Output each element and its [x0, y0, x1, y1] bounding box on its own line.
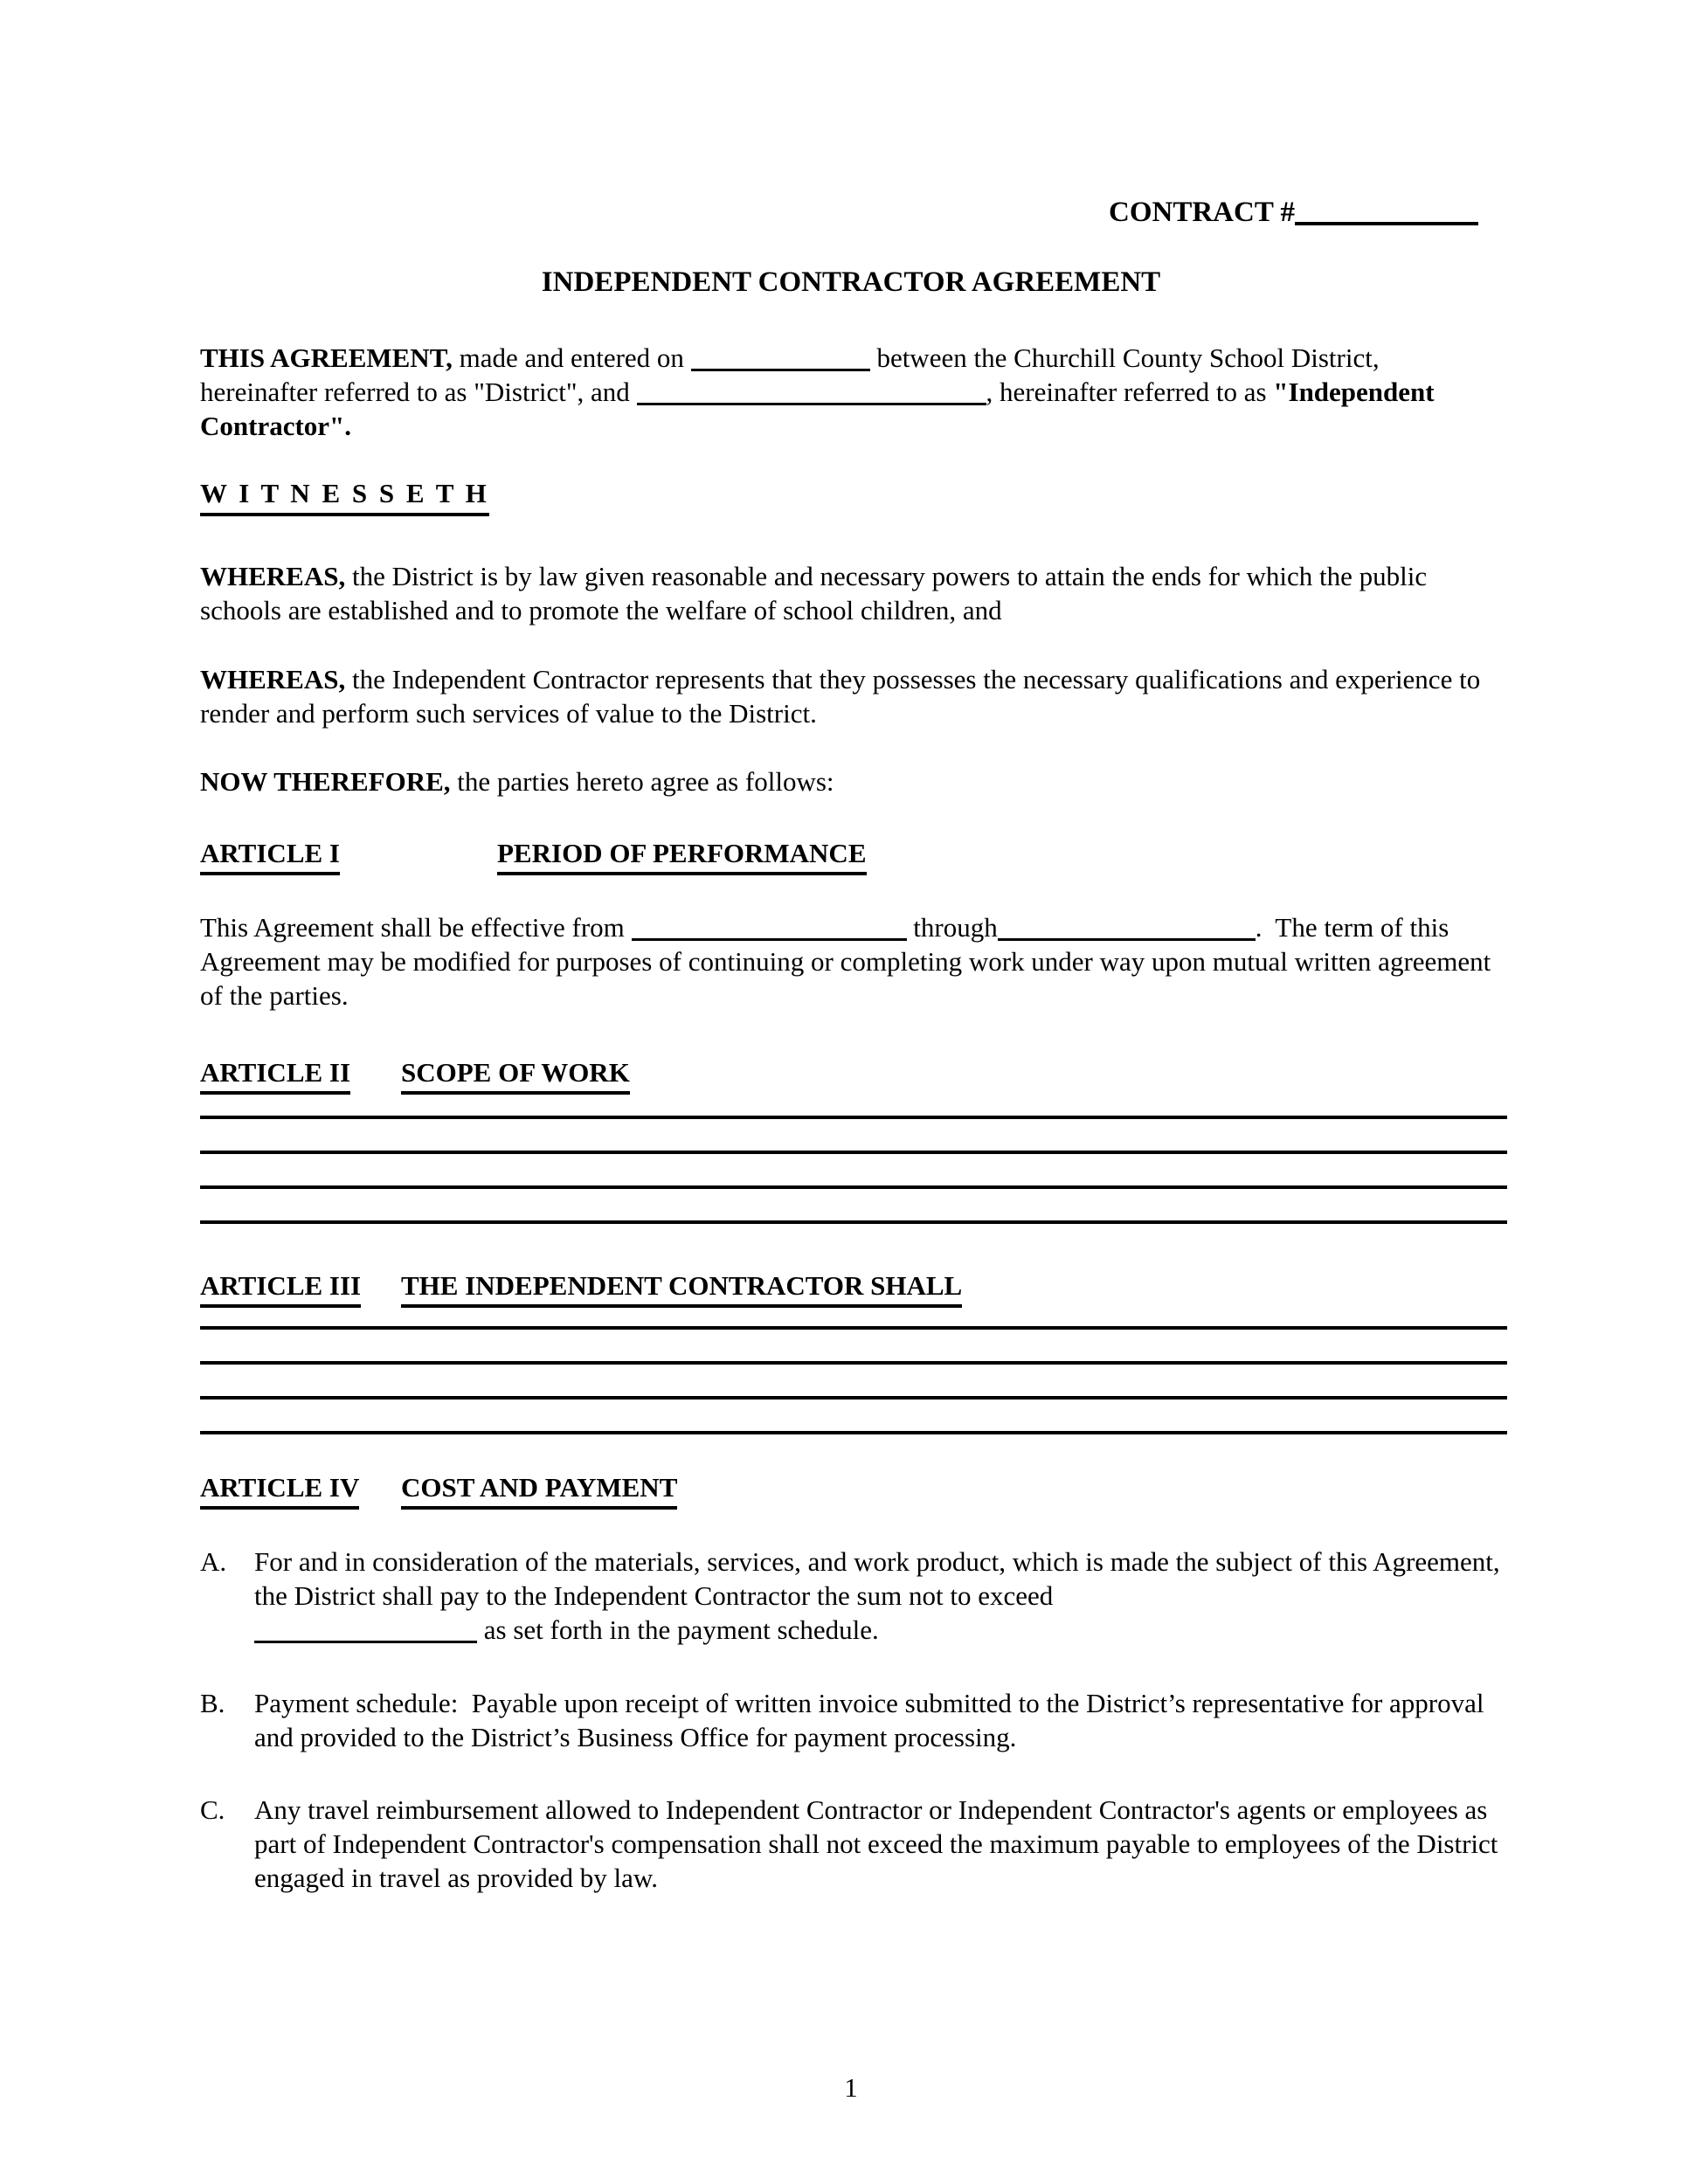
intro-text-3: , hereinafter referred to as — [986, 377, 1274, 407]
intro-paragraph — [200, 341, 1502, 443]
intro-text-2: between the Churchill County School District, hereinafter referred to as "District", and — [200, 342, 1387, 407]
effective-from-blank-field — [632, 916, 907, 941]
whereas-paragraph-2 — [200, 662, 1502, 730]
article-1-label: ARTICLE I — [200, 836, 340, 875]
article-4-label: ARTICLE IV — [200, 1470, 359, 1510]
payment-sum-blank-field — [254, 1618, 477, 1643]
whereas-1-lead: WHEREAS, — [200, 561, 346, 591]
item-b-text: Payment schedule: Payable upon receipt of written invoice submitted to the District’s representative for approval and provided to the District’s Business Office for payment processing. — [254, 1688, 1491, 1752]
now-therefore-body: the parties hereto agree as follows: — [450, 766, 834, 797]
write-in-line — [200, 1119, 1507, 1154]
item-a-text-2: as set forth in the payment schedule. — [477, 1614, 879, 1645]
payment-item-a — [200, 1545, 1507, 1647]
article-1-heading — [200, 836, 1502, 875]
whereas-paragraph-1 — [200, 559, 1502, 627]
item-a-text-1: For and in consideration of the materials, services, and work product, which is made the subject of this Agreement, the District shall pay to the Independent Contractor the sum not to exceed — [254, 1546, 1507, 1611]
write-in-line — [200, 1365, 1507, 1400]
document-title: INDEPENDENT CONTRACTOR AGREEMENT — [541, 266, 1161, 298]
contract-number-line — [1109, 196, 1502, 230]
date-entered-blank-field — [691, 346, 870, 371]
intro-lead-bold: THIS AGREEMENT, — [200, 342, 453, 373]
article-3-title: THE INDEPENDENT CONTRACTOR SHALL — [401, 1268, 962, 1308]
now-therefore-lead: NOW THEREFORE, — [200, 766, 451, 797]
article-2-heading — [200, 1055, 1502, 1095]
now-therefore-paragraph — [200, 764, 1502, 798]
article-1-text-2: through — [906, 912, 998, 943]
whereas-2-lead: WHEREAS, — [200, 664, 346, 695]
write-in-line — [200, 1330, 1507, 1365]
payment-item-b — [200, 1686, 1502, 1754]
write-in-line — [200, 1312, 1507, 1330]
contract-number-blank-field — [1295, 199, 1478, 225]
article-1-text-1: This Agreement shall be effective from — [200, 912, 632, 943]
article-1-paragraph — [200, 910, 1502, 1013]
article-2-title: SCOPE OF WORK — [401, 1055, 630, 1095]
scope-of-work-write-in-lines — [200, 1102, 1502, 1224]
contractor-shall-write-in-lines — [200, 1312, 1502, 1434]
item-a-marker: A. — [200, 1546, 227, 1577]
whereas-2-body: the Independent Contractor represents that they possesses the necessary qualifications and experience to render and perform such services of value to the District. — [200, 664, 1487, 729]
article-1-text-3: . The term of this Agreement may be modified for purposes of continuing or completing work under way upon mutual written agreement of the parties. — [200, 912, 1498, 1011]
article-1-title: PERIOD OF PERFORMANCE — [497, 836, 867, 875]
contract-number-label: CONTRACT # — [1109, 197, 1296, 228]
item-c-text: Any travel reimbursement allowed to Independent Contractor or Independent Contractor's agents or employees as part of Independent Contractor's compensation shall not exceed the maximum payable to employees of the District engaged in travel as provided by law. — [254, 1794, 1505, 1893]
write-in-line — [200, 1102, 1507, 1119]
article-4-heading — [200, 1470, 1502, 1510]
intro-text-1: made and entered on — [452, 342, 691, 373]
payment-item-c — [200, 1793, 1505, 1895]
contractor-name-blank-field — [637, 380, 986, 405]
write-in-line — [200, 1400, 1507, 1434]
write-in-line — [200, 1154, 1507, 1189]
article-2-label: ARTICLE II — [200, 1055, 350, 1095]
write-in-line — [200, 1189, 1507, 1224]
whereas-1-body: the District is by law given reasonable and necessary powers to attain the ends for which the public schools are established and to promote the welfare of school children, and — [200, 561, 1434, 625]
page-number: 1 — [844, 2072, 858, 2103]
intro-tail-bold: "Independent Contractor". — [200, 377, 1442, 441]
article-4-title: COST AND PAYMENT — [401, 1470, 677, 1510]
article-3-heading — [200, 1268, 1502, 1308]
witnesseth-heading: W I T N E S S E T H — [200, 476, 1502, 516]
effective-through-blank-field — [998, 916, 1256, 941]
item-c-marker: C. — [200, 1794, 225, 1825]
item-b-marker: B. — [200, 1688, 225, 1718]
article-3-label: ARTICLE III — [200, 1268, 361, 1308]
